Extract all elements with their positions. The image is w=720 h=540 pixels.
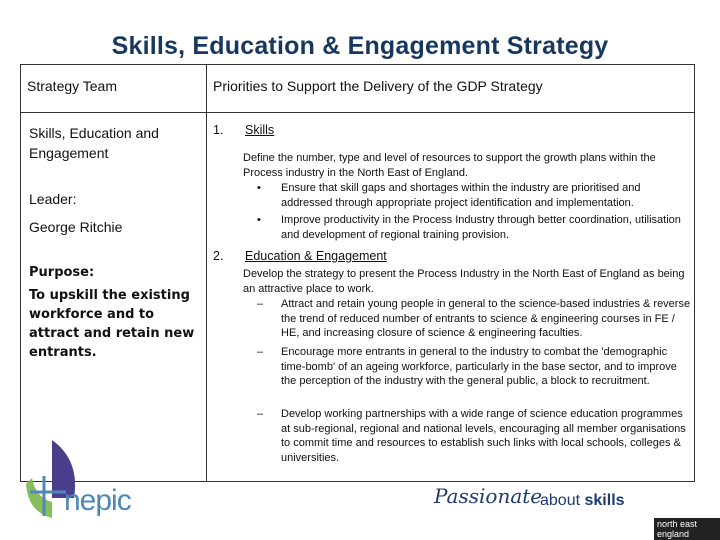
passionate-logo-text: Passionate bbox=[434, 484, 543, 508]
header-strategy-team: Strategy Team bbox=[27, 78, 118, 94]
header-priorities: Priorities to Support the Delivery of the GDP Strategy bbox=[213, 78, 543, 94]
section1-number: 1. bbox=[213, 123, 224, 137]
section1-bullet-1: Ensure that skill gaps and shortages within the industry are prioritised and addressed through appropriate project identification and implementation. bbox=[281, 182, 641, 209]
about-word: about bbox=[540, 492, 581, 509]
left-column bbox=[29, 123, 201, 362]
section1-intro: Define the number, type and level of resources to support the growth plans within the Process industry in the North East of England. bbox=[243, 152, 656, 179]
leader-name: George Ritchie bbox=[29, 219, 123, 235]
section2-heading: Education & Engagement bbox=[245, 249, 387, 263]
nepic-logo-text: nepic bbox=[64, 484, 131, 517]
strategy-table bbox=[20, 64, 695, 482]
section2-bullet-3: Develop working partnerships with a wide range of science education programmes at sub-regional, regional and national levels, encouraging all member organisations to commit time and resources to establish such links with local schools, colleges & universities. bbox=[281, 408, 686, 464]
section2-bullet-glyph: – bbox=[257, 408, 264, 420]
purpose-text: To upskill the existing workforce and to attract and retain new entrants. bbox=[29, 288, 195, 360]
section1-bullet-2: Improve productivity in the Process Industry through better coordination, utilisation and development of regional training provision. bbox=[281, 214, 681, 241]
section2-bullet-1: Attract and retain young people in general to the science-based industries & reverse the trend of reduced number of entrants to science & engineering courses in FE / HE, and increasing closure of science & engineering faculties. bbox=[281, 298, 691, 339]
header-row bbox=[21, 65, 694, 113]
section2-bullet-glyph: – bbox=[257, 346, 264, 358]
column-divider bbox=[206, 65, 207, 481]
section1-heading: Skills bbox=[245, 123, 275, 137]
north-east-england-logo: north east england bbox=[654, 518, 720, 540]
section1-bullet-glyph: • bbox=[257, 214, 261, 226]
leader-label: Leader: bbox=[29, 191, 77, 207]
purpose-label: Purpose: bbox=[29, 265, 95, 280]
skills-word: skills bbox=[584, 492, 625, 509]
section2-intro: Develop the strategy to present the Process Industry in the North East of England as being an attractive place to work. bbox=[243, 268, 685, 295]
section2-number: 2. bbox=[213, 249, 224, 263]
page-title: Skills, Education & Engagement Strategy bbox=[111, 32, 609, 60]
section2-bullet-2: Encourage more entrants in general to the industry to combat the 'demographic time-bomb' of an ageing workforce, particularly in the base sector, and to improve the perception of the industry with the general public, a block to recruitment. bbox=[281, 346, 677, 387]
team-name: Skills, Education and Engagement bbox=[29, 125, 159, 161]
section1-bullet-glyph: • bbox=[257, 182, 261, 194]
section2-bullet-glyph: – bbox=[257, 298, 264, 310]
about-skills-text bbox=[540, 492, 625, 510]
